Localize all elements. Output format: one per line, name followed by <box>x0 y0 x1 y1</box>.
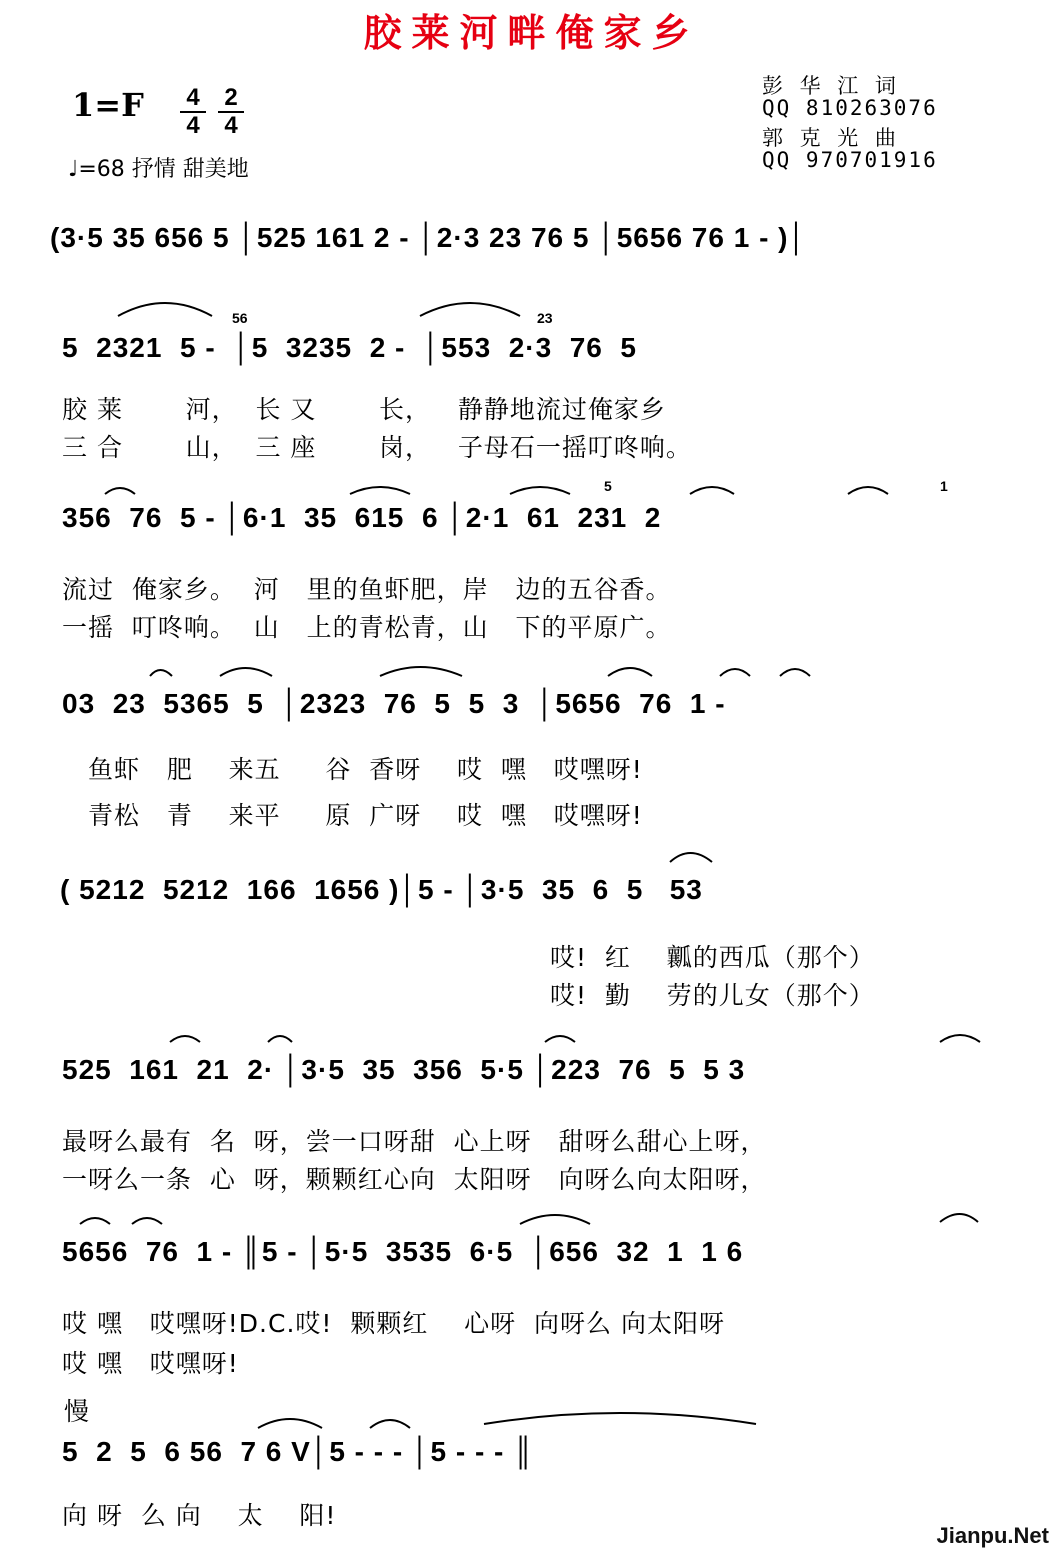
song-title: 胶莱河畔俺家乡 <box>363 10 700 55</box>
lyric-row-2-verse-2: 三 合 山， 三 座 岗， 子母石一摇叮咚响。 <box>62 433 692 462</box>
slur <box>720 669 750 676</box>
lyric-row-5-verse-1: 哎! 红 瓤的西瓜（那个） <box>550 943 875 972</box>
notation-row-4: 03 23 5365 5 │2323 76 5 5 3 │5656 76 1 - <box>62 688 726 719</box>
slur <box>420 303 520 316</box>
slur <box>545 1036 575 1042</box>
notation-row-6: 525 161 21 2· │3·5 35 356 5·5 │223 76 5 5 3 <box>62 1054 746 1085</box>
slur <box>105 488 135 494</box>
slur <box>220 668 272 676</box>
notation-row-7: 5656 76 1 - ║5 - │5·5 3535 6·5 │656 32 1 1 6 <box>62 1236 744 1267</box>
lyric-row-8: 向 呀 么 向 太 阳! <box>62 1501 337 1530</box>
time-signature-denominator: 4 <box>186 112 200 139</box>
slur <box>370 1420 410 1428</box>
time-signature-numerator: 4 <box>186 84 200 111</box>
notation-row-3: 356 76 5 - │6·1 35 615 6 │2·1 61 231 2 <box>62 502 662 533</box>
lyric-row-2-verse-1: 胶 莱 河， 长 又 长， 静静地流过俺家乡 <box>62 395 666 424</box>
notation-row-5: ( 5212 5212 166 1656 )│5 - │3·5 35 6 5 53 <box>60 874 703 905</box>
slow-marking: 慢 <box>64 1397 91 1426</box>
grace-note: 23 <box>537 310 553 326</box>
key-signature: 1=F <box>72 86 144 124</box>
slur <box>940 1035 980 1042</box>
slur <box>170 1036 200 1042</box>
lyric-row-7-verse-2: 哎 嘿 哎嘿呀! <box>62 1349 239 1378</box>
slur <box>690 487 734 494</box>
slur <box>484 1413 756 1424</box>
slur <box>510 487 570 494</box>
notation-row-2: 5 2321 5 - │5 3235 2 - │553 2·3 76 5 <box>62 332 638 363</box>
slur <box>520 1215 590 1224</box>
lyric-row-3-verse-2: 一摇 叮咚响。 山 上的青松青，山 下的平原广。 <box>62 613 672 642</box>
lyric-row-4-verse-1: 鱼虾 肥 来五 谷 香呀 哎 嘿 哎嘿呀! <box>88 755 643 784</box>
lyric-row-4-verse-2: 青松 青 来平 原 广呀 哎 嘿 哎嘿呀! <box>88 801 643 830</box>
slur <box>150 670 172 676</box>
site-watermark: Jianpu.Net <box>936 1523 1049 1548</box>
slur <box>780 669 810 676</box>
lyric-row-7-verse-1: 哎 嘿 哎嘿呀!D.C.哎! 颗颗红 心呀 向呀么 向太阳呀 <box>62 1309 725 1338</box>
grace-note: 1 <box>940 478 948 494</box>
slur <box>350 487 410 494</box>
time-signature-denominator: 4 <box>224 112 238 139</box>
lyric-row-3-verse-1: 流过 俺家乡。 河 里的鱼虾肥，岸 边的五谷香。 <box>62 575 672 604</box>
slur <box>118 303 212 316</box>
slur <box>940 1214 978 1222</box>
time-signature-numerator: 2 <box>224 84 238 111</box>
tempo-marking: ♩=68 抒情 甜美地 <box>68 157 249 182</box>
lyricist-credit: 彭 华 江 词 <box>762 74 898 98</box>
notation-row-8: 5 2 5 6 56 7 6 V│5 - - - │5 - - - ║ <box>62 1436 534 1467</box>
lyric-row-6-verse-1: 最呀么最有 名 呀，尝一口呀甜 心上呀 甜呀么甜心上呀， <box>62 1127 767 1156</box>
lyric-row-5-verse-2: 哎! 勤 劳的儿女（那个） <box>550 981 875 1010</box>
grace-note: 56 <box>232 310 248 326</box>
grace-note: 5 <box>604 478 612 494</box>
slur <box>380 667 462 676</box>
slur <box>670 853 712 862</box>
slur <box>132 1218 162 1224</box>
slur <box>258 1419 322 1428</box>
slur <box>268 1036 292 1042</box>
slur <box>608 668 652 676</box>
composer-credit: 郭 克 光 曲 <box>762 126 898 150</box>
slur <box>848 487 888 494</box>
composer-qq: QQ 970701916 <box>762 148 938 172</box>
slur <box>80 1218 110 1224</box>
notation-row-1: (3·5 35 656 5 │525 161 2 - │2·3 23 76 5 │5656 76 1 - )│ <box>50 222 808 253</box>
lyric-row-6-verse-2: 一呀么一条 心 呀，颗颗红心向 太阳呀 向呀么向太阳呀， <box>62 1165 767 1194</box>
lyricist-qq: QQ 810263076 <box>762 96 938 120</box>
